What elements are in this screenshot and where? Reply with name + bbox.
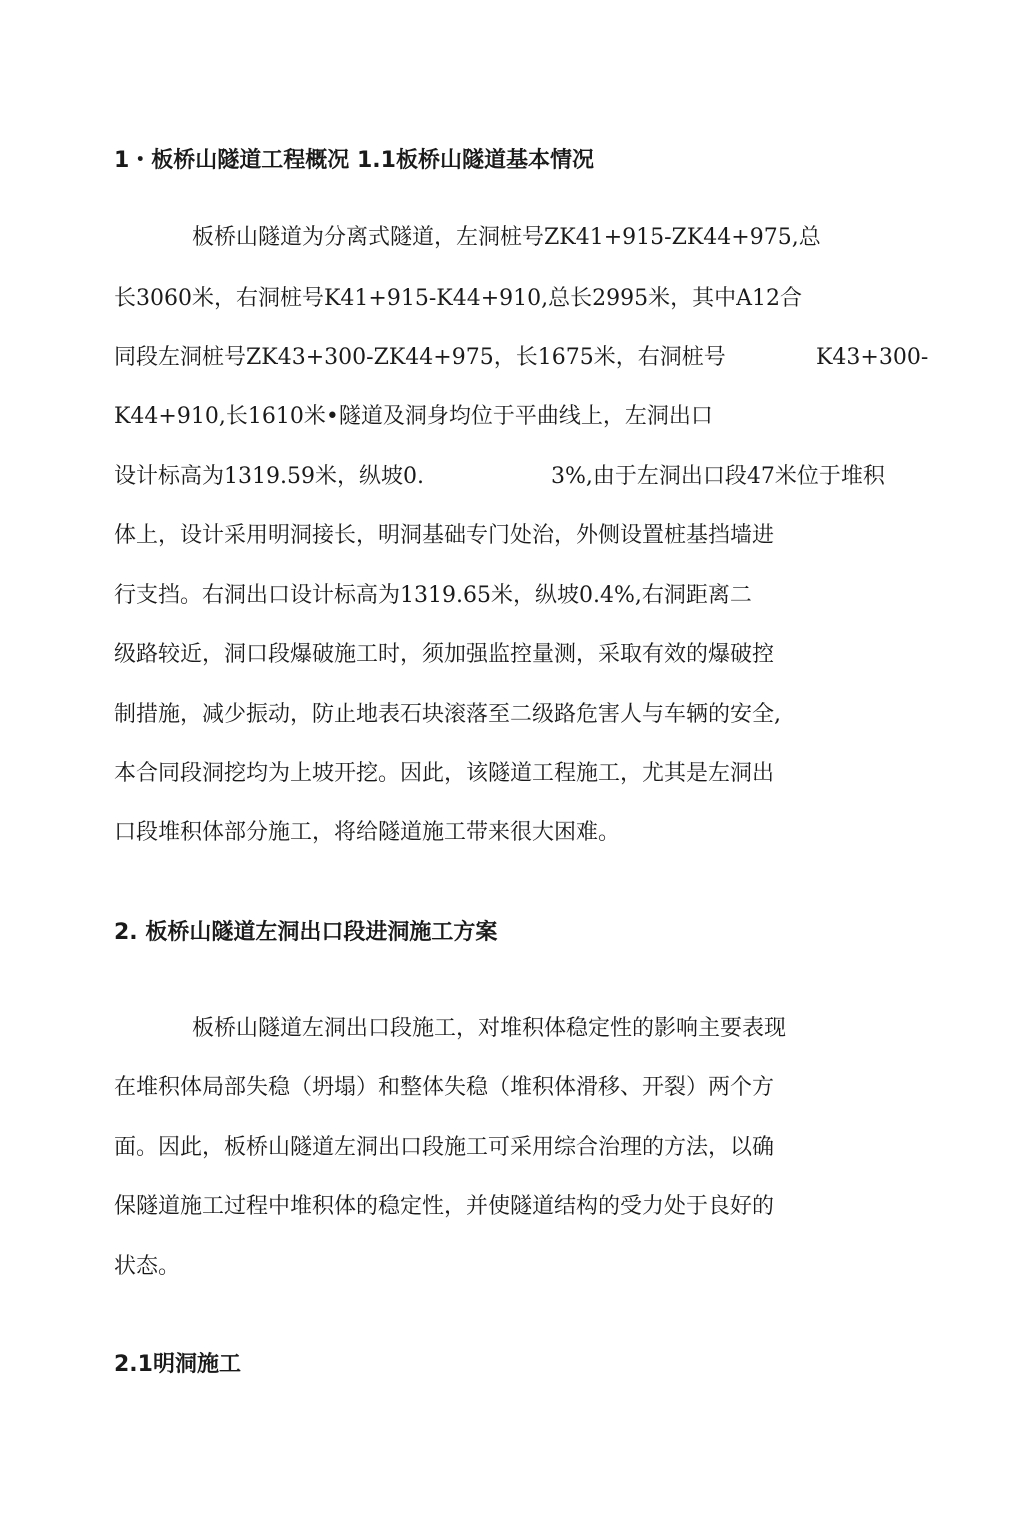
paragraph-line: 状态。 [114, 1254, 181, 1279]
paragraph-line: 同段左洞桩号ZK43+300-ZK44+975，长1675米，右洞桩号 [114, 345, 726, 370]
paragraph-line: K43+300- [816, 345, 929, 370]
paragraph-line: 口段堆积体部分施工，将给隧道施工带来很大困难。 [114, 820, 621, 845]
subsection-heading: 2.1明洞施工 [114, 1352, 241, 1377]
paragraph-line: 板桥山隧道为分离式隧道，左洞桩号ZK41+915-ZK44+975,总 [192, 225, 821, 250]
paragraph-line: 在堆积体局部失稳（坍塌）和整体失稳（堆积体滑移、开裂）两个方 [114, 1075, 775, 1100]
paragraph-line: 体上，设计采用明洞接长，明洞基础专门处治，外侧设置桩基挡墙进 [114, 523, 775, 548]
paragraph-line: 面。因此，板桥山隧道左洞出口段施工可采用综合治理的方法，以确 [114, 1135, 775, 1160]
paragraph-line: 保隧道施工过程中堆积体的稳定性，并使隧道结构的受力处于良好的 [114, 1194, 775, 1219]
paragraph-line: 级路较近，洞口段爆破施工时，须加强监控量测，采取有效的爆破控 [114, 642, 775, 667]
paragraph-line: 本合同段洞挖均为上坡开挖。因此，该隧道工程施工，尤其是左洞出 [114, 761, 775, 786]
paragraph-line: 设计标高为1319.59米，纵坡0. [114, 464, 424, 489]
paragraph-line: 制措施，减少振动，防止地表石块滚落至二级路危害人与车辆的安全, [114, 702, 781, 727]
paragraph-line: 3%,由于左洞出口段47米位于堆积 [551, 464, 885, 489]
paragraph-line: K44+910,长1610米•隧道及洞身均位于平曲线上，左洞出口 [114, 404, 713, 429]
paragraph-line: 行支挡。右洞出口设计标高为1319.65米，纵坡0.4%,右洞距离二 [114, 583, 752, 608]
paragraph-line: 长3060米，右洞桩号K41+915-K44+910,总长2995米，其中A12合 [114, 286, 802, 311]
paragraph-line: 板桥山隧道左洞出口段施工，对堆积体稳定性的影响主要表现 [192, 1016, 787, 1041]
section-heading: 2. 板桥山隧道左洞出口段进洞施工方案 [114, 920, 498, 945]
section-heading: 1・板桥山隧道工程概况 1.1板桥山隧道基本情况 [114, 148, 594, 173]
